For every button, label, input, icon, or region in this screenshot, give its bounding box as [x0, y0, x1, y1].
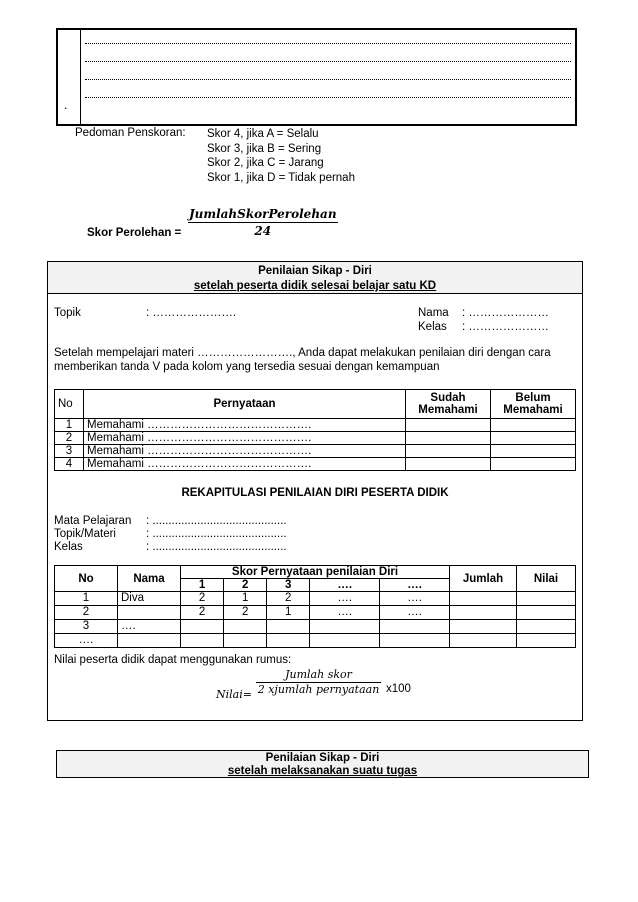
- rekap-skor: 2: [224, 606, 267, 620]
- instruction-line: Setelah mempelajari materi ……………………., Anda dapat melakukan penilaian diri dengan cara: [54, 347, 551, 359]
- rekap-header-row: [55, 566, 576, 579]
- nilai-denominator: 2 xjumlah pernyataan: [257, 683, 380, 696]
- rekap-no: 2: [55, 606, 118, 620]
- rekap-skor: [380, 620, 450, 634]
- penilaian-diri-tugas-box: [56, 750, 589, 778]
- table-row: [55, 606, 576, 620]
- rekap-skor: ….: [380, 592, 450, 606]
- rekap-skor: 1: [267, 606, 310, 620]
- rekap-header-skor: Skor Pernyataan penilaian Diri: [181, 566, 450, 579]
- topik-materi-label: Topik/Materi: [54, 528, 116, 540]
- header-pernyataan: Pernyataan: [84, 390, 406, 419]
- topik-value: : ………………….: [146, 307, 237, 319]
- dotted-line: [85, 43, 571, 44]
- instruction-line: memberikan tanda V pada kolom yang tersedia sesuai dengan kemampuan: [54, 361, 440, 373]
- nilai-note: Nilai peserta didik dapat menggunakan rumus:: [54, 654, 292, 666]
- rekap-subheader: 2: [224, 579, 267, 592]
- section2-title: Penilaian Sikap - Diri: [265, 752, 380, 764]
- kelas-rekap-value: : ..........................................: [146, 541, 287, 553]
- checkbox-cell[interactable]: [491, 419, 576, 432]
- rekap-skor: [380, 634, 450, 648]
- table-row: [55, 592, 576, 606]
- rekap-skor: [181, 620, 224, 634]
- rekap-subheader: 1: [181, 579, 224, 592]
- kelas-label: Kelas: [418, 321, 447, 333]
- rekap-nilai: [517, 634, 576, 648]
- rekap-nama: Diva: [118, 592, 181, 606]
- rekap-subheader: ….: [310, 579, 380, 592]
- rekap-skor: 2: [181, 592, 224, 606]
- rekap-skor: [224, 620, 267, 634]
- row-no: 4: [55, 458, 84, 471]
- rekap-skor: [267, 620, 310, 634]
- penilaian-diri-kd-box: [47, 261, 583, 721]
- rekap-no: ….: [55, 634, 118, 648]
- rekap-nilai: [517, 620, 576, 634]
- rekap-skor: ….: [380, 606, 450, 620]
- nama-label: Nama: [418, 307, 449, 319]
- skor-denominator: 24: [254, 224, 272, 238]
- dotted-line: [85, 61, 571, 62]
- rekap-header-nilai: Nilai: [517, 566, 576, 592]
- dotted-line: [85, 97, 571, 98]
- rekap-nama: [118, 606, 181, 620]
- checkbox-cell[interactable]: [491, 432, 576, 445]
- checkbox-cell[interactable]: [491, 445, 576, 458]
- rekap-skor: [310, 634, 380, 648]
- skor-fraction: [188, 207, 338, 238]
- rekap-subheader: 3: [267, 579, 310, 592]
- section-subtitle: setelah peserta didik selesai belajar satu KD: [193, 280, 437, 292]
- rekap-no: 3: [55, 620, 118, 634]
- pedoman-label: Pedoman Penskoran:: [75, 127, 186, 139]
- rekap-table: [54, 565, 576, 648]
- section2-subtitle: setelah melaksanakan suatu tugas: [227, 765, 418, 777]
- rekap-no: 1: [55, 592, 118, 606]
- row-pernyataan: Memahami …………………………………….: [84, 458, 406, 471]
- section-header: [48, 262, 582, 294]
- rekap-header-jumlah: Jumlah: [450, 566, 517, 592]
- row-pernyataan: Memahami …………………………………….: [84, 445, 406, 458]
- table-header-row: [55, 390, 576, 419]
- rekap-skor: [310, 620, 380, 634]
- rekap-jumlah: [450, 634, 517, 648]
- rekap-skor: 2: [181, 606, 224, 620]
- pedoman-line: Skor 1, jika D = Tidak pernah: [207, 171, 355, 184]
- dotted-lines-cell: [80, 30, 575, 124]
- rekap-jumlah: [450, 592, 517, 606]
- header-sudah: Sudah Memahami: [406, 390, 491, 419]
- topik-label: Topik: [54, 307, 81, 319]
- mapel-value: : ..........................................: [146, 515, 287, 527]
- mapel-label: Mata Pelajaran: [54, 515, 132, 527]
- rekap-jumlah: [450, 606, 517, 620]
- row-no: 3: [55, 445, 84, 458]
- row-pernyataan: Memahami …………………………………….: [84, 432, 406, 445]
- section-title: Penilaian Sikap - Diri: [258, 265, 372, 277]
- rekap-skor: 2: [267, 592, 310, 606]
- row-no: 2: [55, 432, 84, 445]
- pernyataan-table: [54, 389, 576, 471]
- rekap-skor: [267, 634, 310, 648]
- row-pernyataan: Memahami …………………………………….: [84, 419, 406, 432]
- nama-value: : …………………: [462, 307, 549, 319]
- header-no: No: [55, 390, 84, 419]
- dotted-line: [85, 79, 571, 80]
- checkbox-cell[interactable]: [406, 458, 491, 471]
- pedoman-list: [207, 127, 355, 185]
- table-row: [55, 634, 576, 648]
- checkbox-cell[interactable]: [406, 419, 491, 432]
- header-belum: Belum Memahami: [491, 390, 576, 419]
- pedoman-line: Skor 4, jika A = Selalu: [207, 128, 319, 140]
- kelas-value: : …………………: [462, 321, 549, 333]
- nilai-lhs: Nilai=: [216, 688, 252, 701]
- rekap-header-nama: Nama: [118, 566, 181, 592]
- table-row: [55, 432, 576, 445]
- table-row: [55, 620, 576, 634]
- rekap-jumlah: [450, 620, 517, 634]
- row-marker: .: [64, 98, 68, 112]
- rekap-nilai: [517, 606, 576, 620]
- rekap-subheader: ….: [380, 579, 450, 592]
- kelas-rekap-label: Kelas: [54, 541, 83, 553]
- rekap-skor: 1: [224, 592, 267, 606]
- nilai-multiplier: x100: [386, 683, 411, 695]
- dotted-answer-box: [56, 28, 577, 126]
- pedoman-line: Skor 3, jika B = Sering: [207, 142, 322, 155]
- rekap-skor: [181, 634, 224, 648]
- checkbox-cell[interactable]: [406, 445, 491, 458]
- rekap-skor: [224, 634, 267, 648]
- table-row: [55, 458, 576, 471]
- rekap-nama: ….: [118, 620, 181, 634]
- checkbox-cell[interactable]: [491, 458, 576, 471]
- nilai-fraction: [256, 668, 381, 696]
- pedoman-line: Skor 2, jika C = Jarang: [207, 157, 324, 169]
- table-row: [55, 419, 576, 432]
- skor-perolehan-label: Skor Perolehan =: [87, 227, 182, 239]
- table-row: [55, 445, 576, 458]
- rekap-skor: ….: [310, 592, 380, 606]
- row-no: 1: [55, 419, 84, 432]
- skor-numerator: JumlahSkorPerolehan: [189, 207, 337, 221]
- rekap-nilai: [517, 592, 576, 606]
- rekap-title: REKAPITULASI PENILAIAN DIRI PESERTA DIDIK: [181, 487, 449, 499]
- rekap-nama: [118, 634, 181, 648]
- nilai-numerator: Jumlah skor: [256, 668, 381, 683]
- rekap-skor: ….: [310, 606, 380, 620]
- topik-materi-value: : ..........................................: [146, 528, 287, 540]
- rekap-header-no: No: [55, 566, 118, 592]
- checkbox-cell[interactable]: [406, 432, 491, 445]
